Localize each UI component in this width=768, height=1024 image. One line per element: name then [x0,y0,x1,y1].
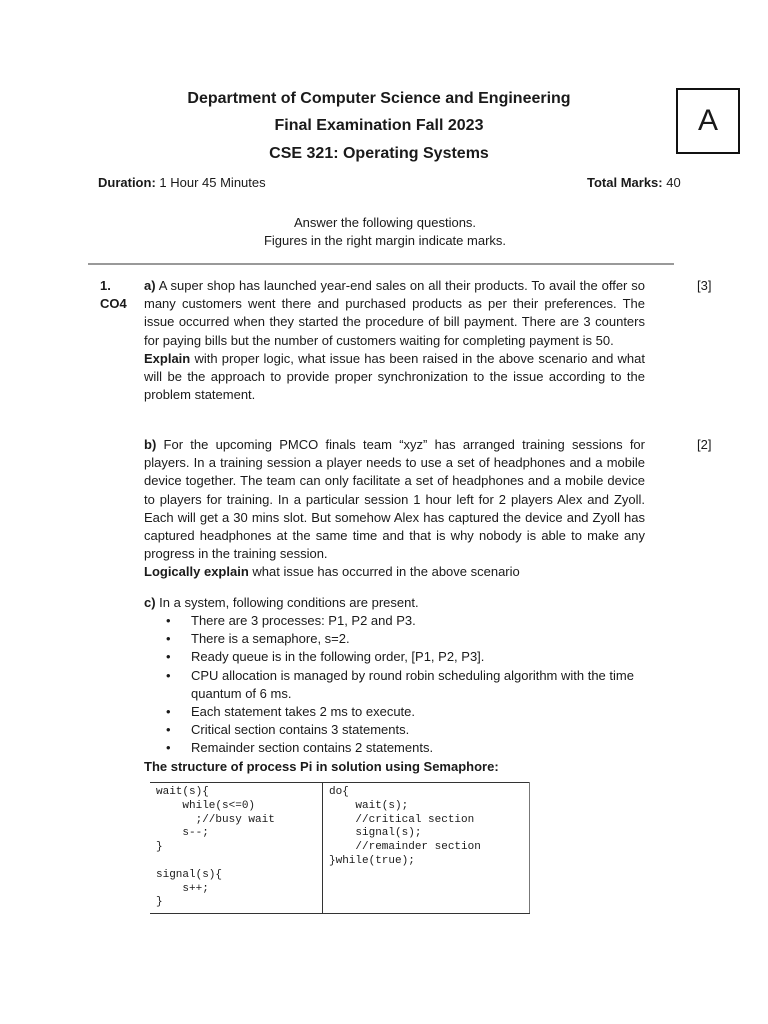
condition-item: • Ready queue is in the following order, [P1, P2, P3]. [144,648,645,666]
part-c [144,594,645,612]
semaphore-code-table [150,782,530,914]
total-marks-label: Total Marks: [587,175,663,190]
part-b-marks: [2] [697,437,712,452]
part-b [144,436,645,582]
duration [98,175,266,190]
part-a-task-bold: Explain [144,350,191,366]
condition-item: • Critical section contains 3 statements. [144,721,645,739]
part-b-task-text: what issue has occurred in the above scenario [248,564,520,580]
part-a-text: A super shop has launched year-end sales on all their products. To avail the offer so many customers went there and purchased products as per their preferences. The issue occurred when they started the procedure of bill payment. There are 3 counters for paying bills but the number of customers waiting for completing payment is 50. [144,278,645,348]
section-divider [88,263,674,265]
part-c-intro: In a system, following conditions are present. [155,595,419,610]
condition-item: • CPU allocation is managed by round robin scheduling algorithm with the time quantum of 6 ms. [144,667,645,703]
condition-item: • Each statement takes 2 ms to execute. [144,703,645,721]
duration-label: Duration: [98,175,156,190]
part-a-label: a) [144,278,156,293]
question-number: 1. [100,278,111,293]
condition-item: • Remainder section contains 2 statements. [144,739,645,757]
part-a [144,277,645,404]
question-set-box [676,88,740,154]
part-a-task-text: with proper logic, what issue has been raised in the above scenario and what will be the approach to provide proper synchronization to the issue according to the problem statement. [144,350,645,403]
total-marks [587,175,681,190]
structure-heading: The structure of process Pi in solution using Semaphore: [144,759,499,774]
duration-value: 1 Hour 45 Minutes [155,175,266,190]
part-c-label: c) [144,595,156,610]
exam-title: Final Examination Fall 2023 [274,117,484,134]
process-structure-code: do{ wait(s); //critical section signal(s); //remainder section }while(true); [323,783,530,914]
part-b-task-bold: Logically explain [144,564,249,580]
course-outcome: CO4 [100,296,127,311]
conditions-list [144,612,645,758]
part-b-text: For the upcoming PMCO finals team “xyz” has arranged training sessions for players. In a training session a player needs to use a set of headphones and a mobile device together. The team can only facilitate a set of headphones and a mobile device to players for training. In a particular session 1 hour left for 2 players Alex and Zyoll. Each will get a 30 mins slot. But somehow Alex has captured the device and Zyoll has captured headphones at the same time and that is why nobody is able to make any progress in the training session. [144,437,645,562]
department-title: Department of Computer Science and Engineering [187,90,571,107]
condition-item: • There is a semaphore, s=2. [144,630,645,648]
question-set-label: A [697,104,718,137]
course-title: CSE 321: Operating Systems [269,145,489,162]
wait-signal-code: wait(s){ while(s<=0) ;//busy wait s--; } signal(s){ s++; } [150,783,323,914]
part-b-label: b) [144,437,157,452]
total-marks-value: 40 [662,175,681,190]
instruction-line-1: Answer the following questions. [293,215,477,230]
part-a-marks: [3] [697,278,712,293]
instruction-line-2: Figures in the right margin indicate marks. [263,233,507,248]
condition-item: • There are 3 processes: P1, P2 and P3. [144,612,645,630]
